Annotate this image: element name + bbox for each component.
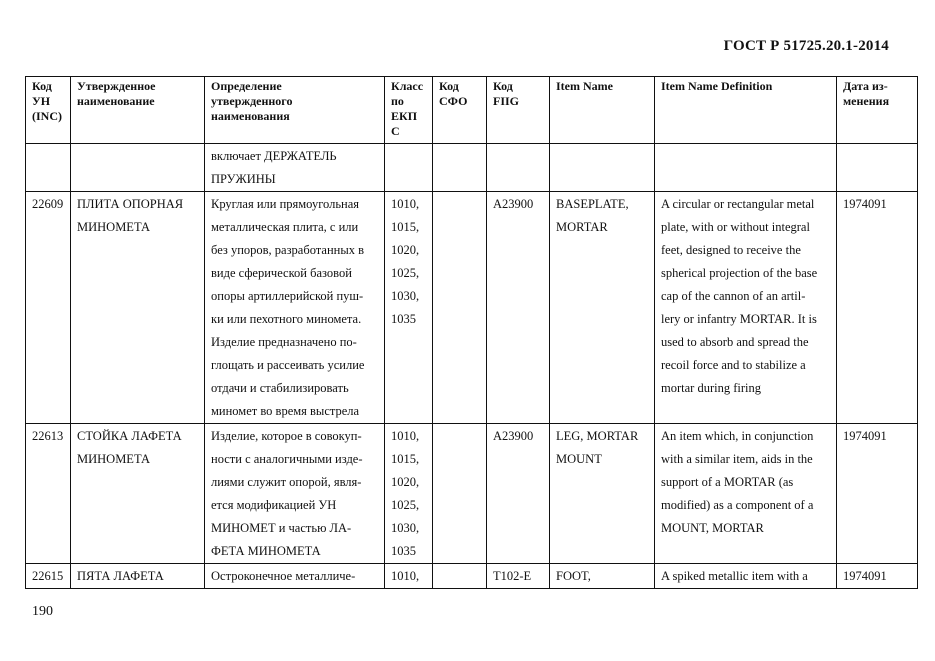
cell-date: 1974091 — [837, 424, 918, 564]
cell-class — [385, 144, 433, 192]
col-header-fiig: Код FIIG — [487, 77, 550, 144]
col-header-name: Утвержденное наименование — [71, 77, 205, 144]
col-header-sfo: Код СФО — [433, 77, 487, 144]
cell-fiig — [487, 144, 550, 192]
cell-sfo — [433, 192, 487, 424]
cell-sfo — [433, 144, 487, 192]
cell-date: 1974091 — [837, 564, 918, 589]
cell-item-name — [550, 144, 655, 192]
cell-name: ПЛИТА ОПОРНАЯ МИНОМЕТА — [71, 192, 205, 424]
table-row — [26, 192, 918, 424]
cell-code: 22609 — [26, 192, 71, 424]
cell-name: СТОЙКА ЛАФЕТА МИНОМЕТА — [71, 424, 205, 564]
cell-code: 22613 — [26, 424, 71, 564]
data-table — [25, 76, 918, 589]
col-header-class: Класс по ЕКП С — [385, 77, 433, 144]
page-number: 190 — [32, 604, 53, 619]
cell-definition: Круглая или прямоугольная металлическая плита, с или без упоров, разработанных в виде сферической базовой опоры артиллерийской пуш- ки или пехотного миномета. Изделие предназначено по- глощать и рассеивать усилие отдачи и стабилизировать миномет во время выстрела — [205, 192, 385, 424]
cell-class: 1010, — [385, 564, 433, 589]
cell-code — [26, 144, 71, 192]
cell-date: 1974091 — [837, 192, 918, 424]
cell-item-def — [655, 144, 837, 192]
cell-item-name: LEG, MORTAR MOUNT — [550, 424, 655, 564]
cell-sfo — [433, 564, 487, 589]
cell-code: 22615 — [26, 564, 71, 589]
col-header-definition: Определение утвержденного наименования — [205, 77, 385, 144]
col-header-item-name: Item Name — [550, 77, 655, 144]
standard-number: ГОСТ Р 51725.20.1-2014 — [723, 38, 889, 54]
cell-date — [837, 144, 918, 192]
cell-item-name: BASEPLATE, MORTAR — [550, 192, 655, 424]
cell-name: ПЯТА ЛАФЕТА — [71, 564, 205, 589]
table-row — [26, 424, 918, 564]
cell-sfo — [433, 424, 487, 564]
cell-item-def: A spiked metallic item with a — [655, 564, 837, 589]
col-header-date: Дата из- менения — [837, 77, 918, 144]
cell-name — [71, 144, 205, 192]
cell-class: 1010, 1015, 1020, 1025, 1030, 1035 — [385, 192, 433, 424]
header-row — [26, 77, 918, 144]
col-header-item-def: Item Name Definition — [655, 77, 837, 144]
cell-fiig: A23900 — [487, 192, 550, 424]
cell-item-def: A circular or rectangular metal plate, with or without integral feet, designed to receive the spherical projection of the base cap of the cannon of an artil- lery or infantry MORTAR. It is used to absorb and spread the recoil force and to stabilize a mortar during firing — [655, 192, 837, 424]
cell-definition: включает ДЕРЖАТЕЛЬ ПРУЖИНЫ — [205, 144, 385, 192]
table-row — [26, 564, 918, 589]
cell-item-name: FOOT, — [550, 564, 655, 589]
col-header-code: Код УН (INC) — [26, 77, 71, 144]
table-row — [26, 144, 918, 192]
cell-class: 1010, 1015, 1020, 1025, 1030, 1035 — [385, 424, 433, 564]
cell-item-def: An item which, in conjunction with a similar item, aids in the support of a MORTAR (as modified) as a component of a MOUNT, MORTAR — [655, 424, 837, 564]
cell-fiig: T102-E — [487, 564, 550, 589]
cell-fiig: A23900 — [487, 424, 550, 564]
cell-definition: Изделие, которое в совокуп- ности с аналогичными изде- лиями служит опорой, явля- ется модификацией УН МИНОМЕТ и частью ЛА- ФЕТА МИНОМЕТА — [205, 424, 385, 564]
cell-definition: Остроконечное металличе- — [205, 564, 385, 589]
